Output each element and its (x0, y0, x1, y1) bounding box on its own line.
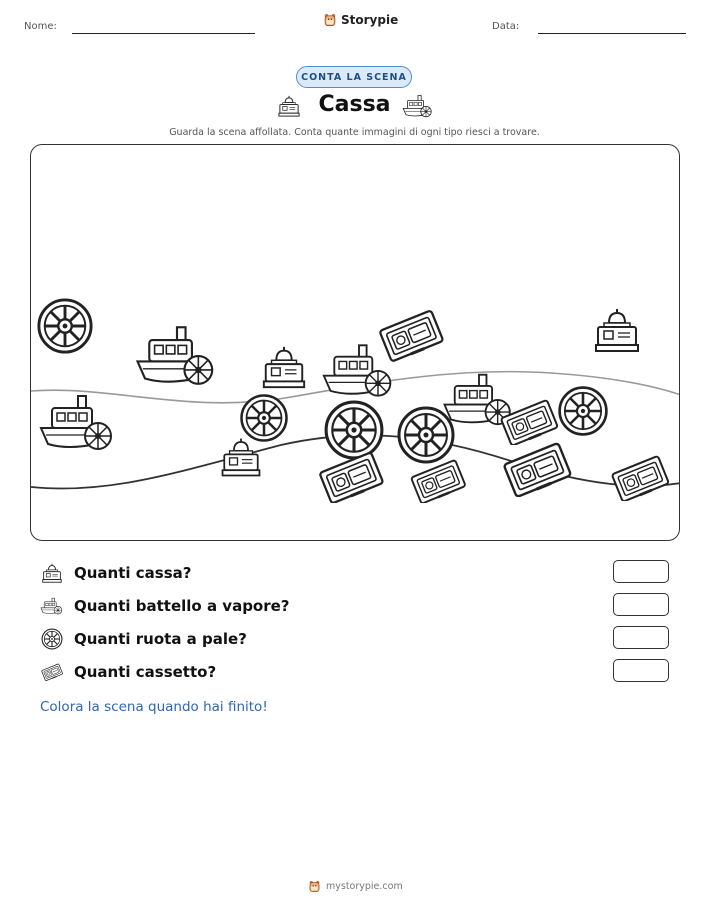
steamboat-4 (444, 375, 509, 424)
paddle-wheel-1 (39, 300, 91, 352)
date-label: Data: (492, 21, 520, 32)
activity-badge: CONTA LA SCENA (296, 66, 412, 88)
cash-register-1 (264, 347, 304, 387)
footer-url: mystorypie.com (326, 881, 403, 892)
name-label: Nome: (24, 21, 57, 32)
question-row-steamboat (40, 595, 290, 617)
date-field-line[interactable] (538, 33, 686, 34)
steamboat-2 (324, 345, 391, 395)
cash-register-icon (40, 562, 64, 584)
drawer-4 (411, 460, 466, 504)
drawer-6 (612, 456, 669, 502)
steamboat-3 (41, 396, 111, 449)
answer-box-steamboat[interactable] (613, 593, 669, 616)
answer-box-drawer[interactable] (613, 659, 669, 682)
paddle-wheel-icon (40, 628, 64, 650)
brand-logo (323, 13, 398, 27)
name-field-line[interactable] (72, 33, 255, 34)
page-title: Cassa (318, 92, 391, 117)
scene-panel (30, 144, 680, 541)
paddle-wheel-3 (326, 402, 382, 458)
cash-register-2 (596, 309, 638, 351)
steamboat-icon (402, 94, 434, 118)
steamboat-1 (138, 327, 213, 384)
scene-illustration (31, 145, 680, 541)
question-text: Quanti cassa? (74, 564, 192, 582)
question-row-drawer (40, 661, 216, 683)
cash-register-3 (223, 439, 260, 476)
question-row-paddle-wheel (40, 628, 247, 650)
drawer-5 (504, 443, 571, 497)
paddle-wheel-2 (242, 396, 287, 441)
drawer-3 (319, 452, 383, 503)
drawer-icon (40, 661, 64, 683)
mascot-icon (323, 13, 337, 27)
mascot-icon (308, 880, 321, 893)
question-row-cash-register (40, 562, 191, 584)
drawer-1 (379, 310, 443, 361)
brand-name: Storypie (341, 13, 399, 27)
steamboat-icon (40, 595, 64, 617)
paddle-wheel-5 (560, 388, 607, 435)
coloring-note: Colora la scena quando hai finito! (40, 699, 268, 715)
question-text: Quanti battello a vapore? (74, 597, 290, 615)
paddle-wheel-4 (399, 408, 453, 462)
answer-box-cash-register[interactable] (613, 560, 669, 583)
answer-box-paddle-wheel[interactable] (613, 626, 669, 649)
question-text: Quanti ruota a pale? (74, 630, 247, 648)
question-text: Quanti cassetto? (74, 663, 217, 681)
instructions: Guarda la scena affollata. Conta quante immagini di ogni tipo riesci a trovare. (169, 127, 540, 138)
footer (308, 880, 403, 893)
